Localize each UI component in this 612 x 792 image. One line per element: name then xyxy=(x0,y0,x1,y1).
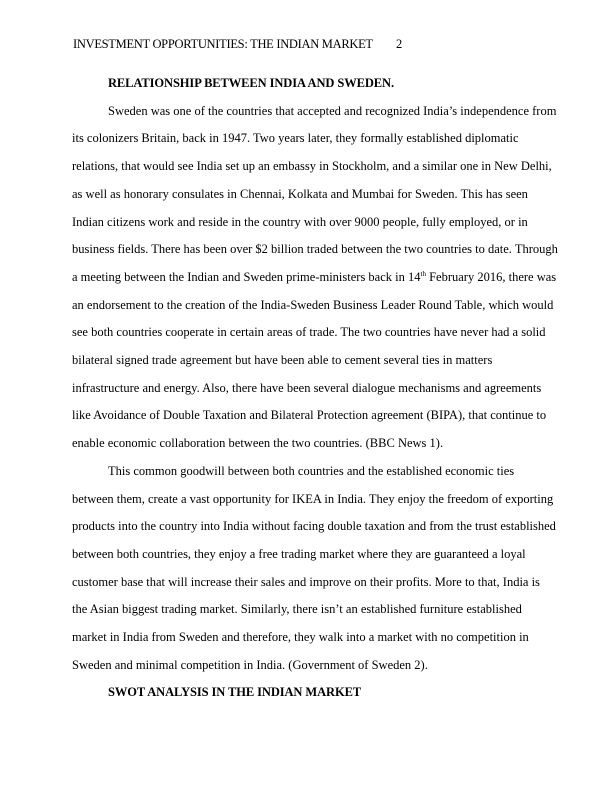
ordinal-suffix: th xyxy=(420,269,426,278)
paragraph-line: This common goodwill between both countries and the established economic ties xyxy=(108,463,515,478)
header-title: INVESTMENT OPPORTUNITIES: THE INDIAN MARKET xyxy=(73,37,373,51)
paragraph-line: as well as honorary consulates in Chennai, Kolkata and Mumbai for Sweden. This has seen xyxy=(72,186,528,201)
paragraph-line: customer base that will increase their sales and improve on their profits. More to that, India is xyxy=(72,574,540,589)
paragraph-line: between both countries, they enjoy a free trading market where they are guaranteed a loyal xyxy=(72,546,526,561)
paragraph-line: business fields. There has been over $2 billion traded between the two countries to date. Through xyxy=(72,242,558,257)
paragraph-line: between them, create a vast opportunity for IKEA in India. They enjoy the freedom of exporting xyxy=(72,491,554,506)
paragraph-line: the Asian biggest trading market. Similarly, there isn’t an established furniture established xyxy=(72,602,522,617)
paragraph-line xyxy=(72,264,557,292)
section-heading-relationship: RELATIONSHIP BETWEEN INDIA AND SWEDEN. xyxy=(108,76,394,90)
page-number: 2 xyxy=(396,37,402,51)
paragraph-line: infrastructure and energy. Also, there have been several dialogue mechanisms and agreements xyxy=(72,380,542,395)
paragraph-line: relations, that would see India set up an embassy in Stockholm, and a similar one in New Delhi, xyxy=(72,159,552,174)
paragraph-relationship xyxy=(72,98,558,458)
paragraph-line: an endorsement to the creation of the India-Sweden Business Leader Round Table, which would xyxy=(72,297,554,312)
paragraph-line: market in India from Sweden and therefore, they walk into a market with no competition in xyxy=(72,630,529,645)
document-body xyxy=(72,70,558,707)
paragraph-line: its colonizers Britain, back in 1947. Two years later, they formally established diplomatic xyxy=(72,131,519,146)
paragraph-line: see both countries cooperate in certain areas of trade. The two countries have never had a solid xyxy=(72,325,546,340)
paragraph-ikea-opportunity xyxy=(72,458,556,680)
line-text: February 2016, there was xyxy=(425,269,557,284)
paragraph-line: like Avoidance of Double Taxation and Bilateral Protection agreement (BIPA), that continue to xyxy=(72,408,547,423)
paragraph-line: products into the country into India without facing double taxation and from the trust established xyxy=(72,519,556,534)
running-header xyxy=(73,37,403,52)
paragraph-line: bilateral signed trade agreement but have been able to cement several ties in matters xyxy=(72,353,493,368)
section-heading-swot: SWOT ANALYSIS IN THE INDIAN MARKET xyxy=(108,685,362,700)
paragraph-line: Sweden and minimal competition in India. (Government of Sweden 2). xyxy=(72,657,428,672)
line-text: a meeting between the Indian and Sweden prime-ministers back in 14 xyxy=(72,269,421,284)
paragraph-line: enable economic collaboration between the two countries. (BBC News 1). xyxy=(72,436,444,451)
paragraph-line: Indian citizens work and reside in the country with over 9000 people, fully employed, or in xyxy=(72,214,528,229)
paragraph-line: Sweden was one of the countries that accepted and recognized India’s independence from xyxy=(108,103,557,118)
